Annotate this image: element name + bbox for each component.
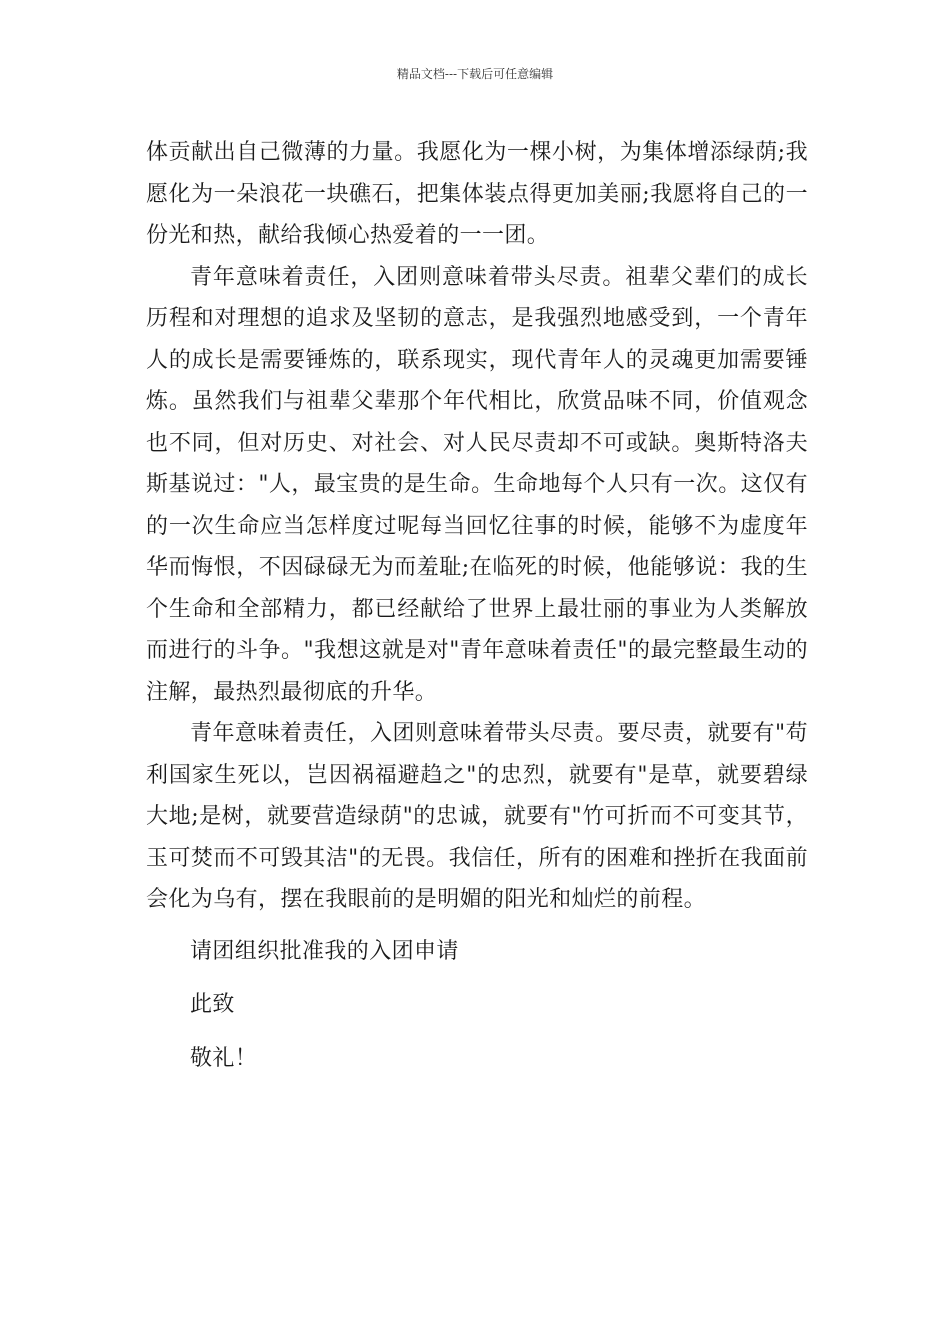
closing-request: 请团组织批准我的入团申请 (190, 938, 459, 964)
paragraph-continuation: 体贡献出自己微薄的力量。我愿化为一棵小树，为集体增添绿荫;我愿化为一朵浪花一块礁石，把集体装点得更加美丽;我愿将自己的一份光和热，献给我倾心热爱着的一一团。 (146, 140, 808, 248)
paragraph-responsibility: 青年意味着责任，入团则意味着带头尽责。祖辈父辈们的成长历程和对理想的追求及坚韧的意志，是我强烈地感受到，一个青年人的成长是需要锤炼的，联系现实，现代青年人的灵魂更加需要锤炼。虽然我们与祖辈父辈那个年代相比，欣赏品味不同，价值观念也不同，但对历史、对社会、对人民尽责却不可或缺。奥斯特洛夫斯基说过："人，最宝贵的是生命。生命地每个人只有一次。这仅有的一次生命应当怎样度过呢每当回忆往事的时候，能够不为虚度年华而悔恨，不因碌碌无为而羞耻;在临死的时候，他能够说：我的生个生命和全部精力，都已经献给了世界上最壮丽的事业为人类解放而进行的斗争。"我想这就是对"青年意味着责任"的最完整最生动的注解，最热烈最彻底的升华。 (146, 264, 808, 705)
closing-salutation: 此致 (190, 992, 235, 1017)
document-body (146, 132, 808, 1079)
paragraph-duty: 青年意味着责任，入团则意味着带头尽责。要尽责，就要有"苟利国家生死以，岂因祸福避趋之"的忠烈，就要有"是草，就要碧绿大地;是树，就要营造绿荫"的忠诚，就要有"竹可折而不可变其节，玉可焚而不可毁其洁"的无畏。我信任，所有的困难和挫折在我面前会化为乌有，摆在我眼前的是明媚的阳光和灿烂的前程。 (146, 721, 808, 912)
closing-respect: 敬礼！ (190, 1045, 258, 1071)
page-header: 精品文档---下载后可任意编辑 (396, 67, 554, 81)
